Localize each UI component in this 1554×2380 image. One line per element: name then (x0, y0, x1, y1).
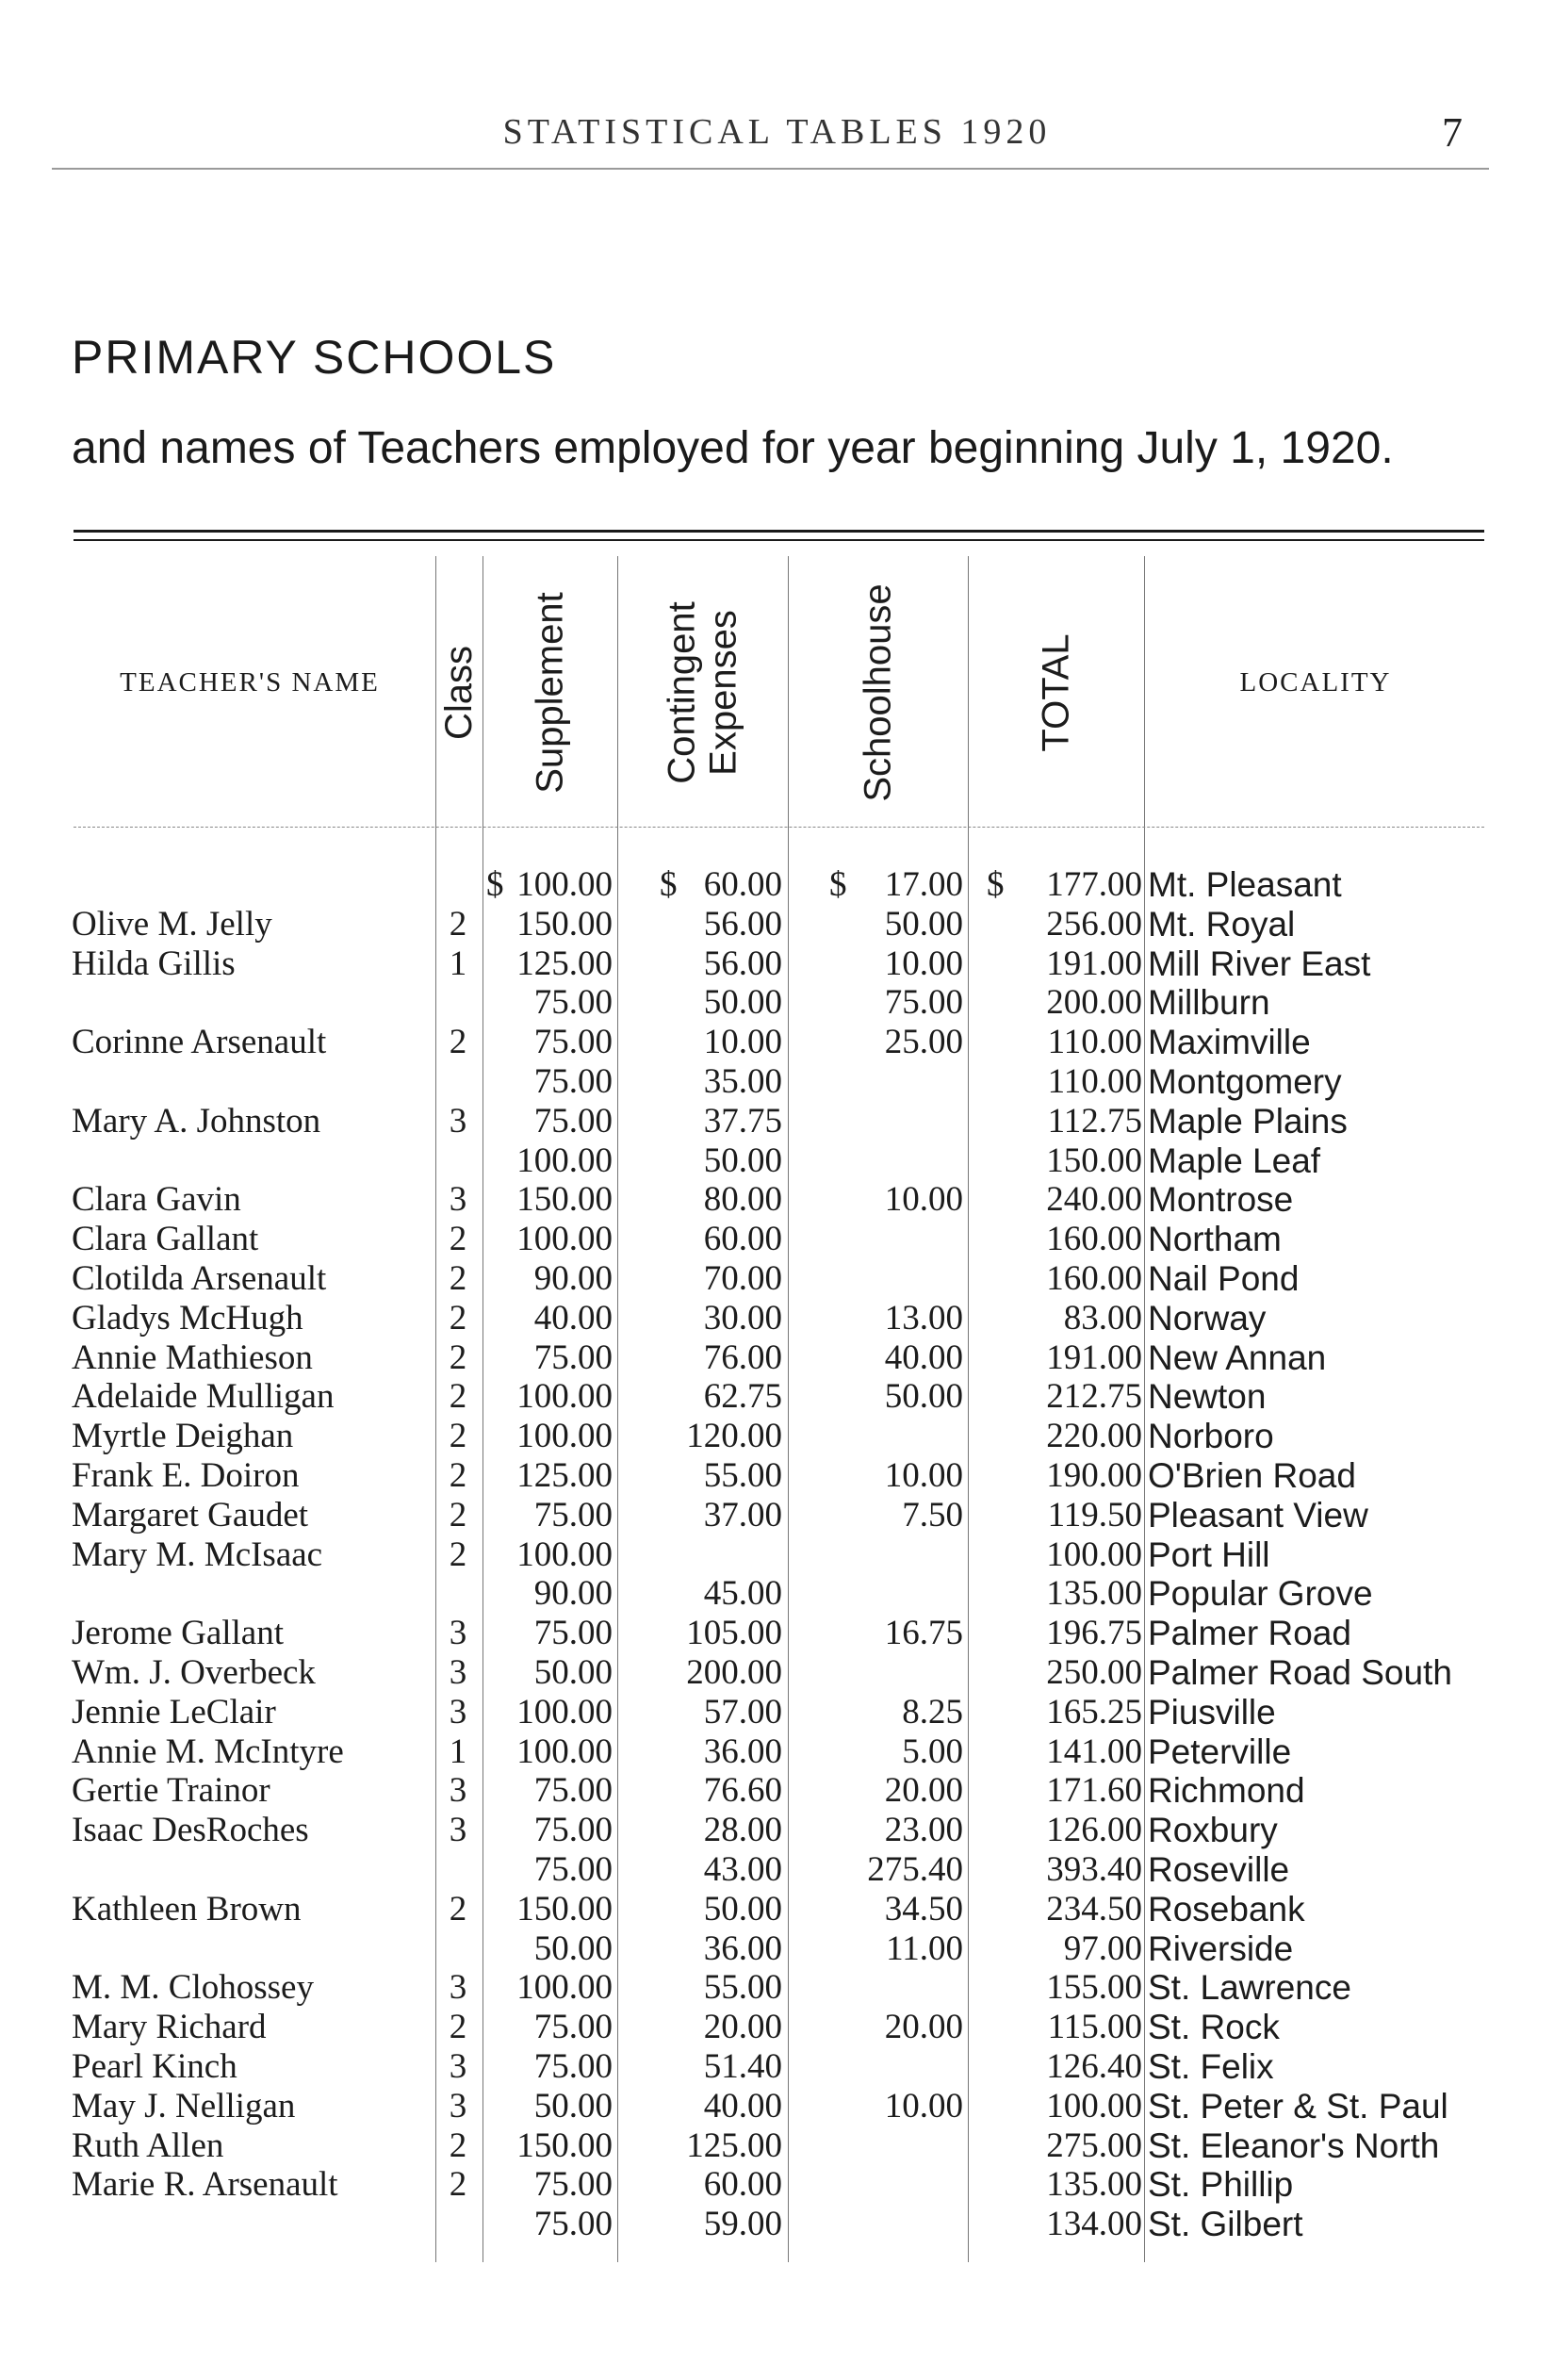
table-row (0, 1102, 1554, 1141)
total-cell: 112.75 (1047, 1101, 1142, 1141)
table-row (0, 983, 1554, 1023)
teacher-name-cell: Hilda Gillis (72, 944, 236, 983)
table-row (0, 2087, 1554, 2126)
supplement-cell: 40.00 (533, 1298, 613, 1338)
teacher-name-cell: Frank E. Doiron (72, 1455, 300, 1495)
teacher-name-cell: Myrtle Deighan (72, 1417, 294, 1456)
supplement-cell: 50.00 (533, 1652, 613, 1692)
contingent-cell: 62.75 (703, 1377, 782, 1417)
total-cell: 191.00 (1046, 1338, 1142, 1377)
schoolhouse-cell: 10.00 (884, 2086, 963, 2126)
contingent-cell: 30.00 (703, 1298, 782, 1338)
contingent-cell: 60.00 (703, 865, 782, 904)
teacher-name-cell: Jerome Gallant (72, 1614, 284, 1653)
locality-cell: Mt. Pleasant (1148, 865, 1342, 904)
supplement-cell: 75.00 (533, 1338, 613, 1377)
supplement-cell: 150.00 (516, 1180, 613, 1220)
locality-cell: Millburn (1148, 983, 1270, 1023)
supplement-cell: 90.00 (533, 1258, 613, 1298)
header-rule (52, 168, 1489, 170)
class-cell: 2 (449, 1023, 467, 1062)
supplement-cell: 75.00 (533, 1614, 613, 1653)
class-cell: 3 (449, 1652, 467, 1692)
contingent-cell: 125.00 (686, 2126, 782, 2165)
class-cell: 2 (449, 1889, 467, 1929)
locality-cell: St. Phillip (1148, 2165, 1294, 2205)
supplement-cell: 100.00 (516, 865, 613, 904)
currency-symbol-total: $ (987, 865, 1005, 904)
contingent-cell: 45.00 (703, 1574, 782, 1614)
column-header-contingent-label (662, 601, 744, 783)
contingent-cell: 20.00 (703, 2008, 782, 2047)
locality-cell: Richmond (1148, 1771, 1305, 1811)
schoolhouse-cell: 5.00 (902, 1732, 963, 1771)
total-cell: 141.00 (1046, 1732, 1142, 1771)
contingent-cell: 43.00 (703, 1849, 782, 1889)
class-cell: 3 (449, 1614, 467, 1653)
total-cell: 393.40 (1046, 1849, 1142, 1889)
contingent-cell: 60.00 (703, 1220, 782, 1259)
contingent-cell: 37.75 (703, 1101, 782, 1141)
teacher-name-cell: May J. Nelligan (72, 2086, 296, 2126)
supplement-cell: 125.00 (516, 944, 613, 983)
table-row (0, 2165, 1554, 2205)
locality-cell: Norway (1148, 1298, 1267, 1338)
total-cell: 160.00 (1046, 1220, 1142, 1259)
supplement-cell: 75.00 (533, 1849, 613, 1889)
total-cell: 135.00 (1046, 1574, 1142, 1614)
class-cell: 2 (449, 1377, 467, 1417)
contingent-cell: 56.00 (703, 944, 782, 983)
section-subtitle: and names of Teachers employed for year beginning July 1, 1920. (72, 423, 1394, 473)
class-cell: 3 (449, 2046, 467, 2086)
total-cell: 171.60 (1046, 1771, 1142, 1811)
total-cell: 190.00 (1046, 1455, 1142, 1495)
class-cell: 2 (449, 1338, 467, 1377)
page-number: 7 (1442, 109, 1463, 156)
teacher-name-cell: Jennie LeClair (72, 1692, 276, 1732)
teacher-name-cell: Isaac DesRoches (72, 1811, 309, 1850)
total-cell: 100.00 (1046, 1535, 1142, 1574)
total-cell: 126.40 (1046, 2046, 1142, 2086)
teacher-name-cell: Corinne Arsenault (72, 1023, 327, 1062)
schoolhouse-cell: 275.40 (867, 1849, 963, 1889)
contingent-cell: 59.00 (703, 2205, 782, 2244)
supplement-cell: 125.00 (516, 1455, 613, 1495)
teacher-name-cell: Gladys McHugh (72, 1298, 303, 1338)
schoolhouse-cell: 17.00 (884, 865, 963, 904)
supplement-cell: 75.00 (533, 1495, 613, 1535)
class-cell: 2 (449, 2165, 467, 2205)
class-cell: 3 (449, 1771, 467, 1811)
locality-cell: St. Peter & St. Paul (1148, 2086, 1448, 2126)
table-row (0, 1653, 1554, 1693)
contingent-cell: 35.00 (703, 1061, 782, 1101)
locality-cell: Peterville (1148, 1732, 1292, 1771)
column-header-supplement (483, 566, 617, 820)
total-cell: 234.50 (1046, 1889, 1142, 1929)
schoolhouse-cell: 10.00 (884, 1180, 963, 1220)
schoolhouse-cell: 50.00 (884, 1377, 963, 1417)
locality-cell: Northam (1148, 1220, 1282, 1259)
teacher-name-cell: Olive M. Jelly (72, 904, 272, 944)
total-cell: 83.00 (1063, 1298, 1142, 1338)
contingent-cell: 76.00 (703, 1338, 782, 1377)
class-cell: 2 (449, 1495, 467, 1535)
table-row (0, 1929, 1554, 1969)
table-row (0, 1456, 1554, 1496)
supplement-cell: 50.00 (533, 1929, 613, 1968)
class-cell: 3 (449, 1811, 467, 1850)
teacher-name-cell: M. M. Clohossey (72, 1968, 314, 2008)
total-cell: 115.00 (1047, 2008, 1142, 2047)
table-row (0, 1338, 1554, 1378)
supplement-cell: 150.00 (516, 1889, 613, 1929)
total-cell: 240.00 (1046, 1180, 1142, 1220)
contingent-cell: 76.60 (703, 1771, 782, 1811)
table-row (0, 1062, 1554, 1102)
schoolhouse-cell: 20.00 (884, 2008, 963, 2047)
table-row (0, 2126, 1554, 2166)
teacher-name-cell: Margaret Gaudet (72, 1495, 309, 1535)
schoolhouse-cell: 23.00 (884, 1811, 963, 1850)
column-header-class (435, 566, 483, 820)
teacher-name-cell: Mary M. McIsaac (72, 1535, 323, 1574)
column-header-contingent-line2: Expenses (702, 610, 744, 776)
total-cell: 126.00 (1046, 1811, 1142, 1850)
supplement-cell: 75.00 (533, 1811, 613, 1850)
schoolhouse-cell: 11.00 (886, 1929, 963, 1968)
locality-cell: O'Brien Road (1148, 1455, 1356, 1495)
supplement-cell: 100.00 (516, 1732, 613, 1771)
teacher-name-cell: Kathleen Brown (72, 1889, 302, 1929)
class-cell: 3 (449, 1101, 467, 1141)
teacher-name-cell: Clotilda Arsenault (72, 1258, 327, 1298)
locality-cell: Port Hill (1148, 1535, 1270, 1574)
running-head: STATISTICAL TABLES 1920 (502, 112, 1052, 152)
table-row (0, 944, 1554, 984)
teacher-name-cell: Marie R. Arsenault (72, 2165, 338, 2205)
section-title: PRIMARY SCHOOLS (72, 331, 557, 384)
total-cell: 275.00 (1046, 2126, 1142, 2165)
class-cell: 1 (449, 944, 467, 983)
total-cell: 110.00 (1047, 1023, 1142, 1062)
header-bottom-rule (74, 827, 1484, 828)
class-cell: 3 (449, 1968, 467, 2008)
locality-cell: Nail Pond (1148, 1258, 1300, 1298)
teacher-name-cell: Mary Richard (72, 2008, 267, 2047)
supplement-cell: 75.00 (533, 2205, 613, 2244)
contingent-cell: 36.00 (703, 1929, 782, 1968)
supplement-cell: 75.00 (533, 1023, 613, 1062)
supplement-cell: 50.00 (533, 2086, 613, 2126)
locality-cell: St. Gilbert (1148, 2205, 1303, 2244)
total-cell: 150.00 (1046, 1141, 1142, 1180)
supplement-cell: 100.00 (516, 1141, 613, 1180)
locality-cell: St. Rock (1148, 2008, 1280, 2047)
column-header-total-label: TOTAL (1035, 633, 1077, 752)
contingent-cell: 55.00 (703, 1968, 782, 2008)
total-cell: 212.75 (1046, 1377, 1142, 1417)
contingent-cell: 50.00 (703, 1889, 782, 1929)
table-top-rule-thin (74, 539, 1484, 541)
column-header-contingent-line1: Contingent (661, 601, 703, 784)
supplement-cell: 75.00 (533, 1101, 613, 1141)
schoolhouse-cell: 7.50 (902, 1495, 963, 1535)
table-row (0, 1180, 1554, 1220)
locality-cell: Mill River East (1148, 944, 1371, 983)
locality-cell: Maximville (1148, 1023, 1311, 1062)
supplement-cell: 75.00 (533, 1771, 613, 1811)
class-cell: 2 (449, 1455, 467, 1495)
contingent-cell: 56.00 (703, 904, 782, 944)
teacher-name-cell: Clara Gavin (72, 1180, 241, 1220)
schoolhouse-cell: 20.00 (884, 1771, 963, 1811)
table-row (0, 1141, 1554, 1181)
total-cell: 220.00 (1046, 1417, 1142, 1456)
contingent-cell: 10.00 (703, 1023, 782, 1062)
total-cell: 196.75 (1046, 1614, 1142, 1653)
currency-symbol-supplement: $ (486, 865, 504, 904)
contingent-cell: 50.00 (703, 983, 782, 1023)
table-row (0, 1811, 1554, 1850)
supplement-cell: 100.00 (516, 1220, 613, 1259)
contingent-cell: 105.00 (686, 1614, 782, 1653)
contingent-cell: 51.40 (703, 2046, 782, 2086)
supplement-cell: 100.00 (516, 1417, 613, 1456)
class-cell: 3 (449, 1180, 467, 1220)
table-row (0, 1417, 1554, 1456)
table-row (0, 865, 1554, 905)
locality-cell: Montgomery (1148, 1061, 1342, 1101)
schoolhouse-cell: 25.00 (884, 1023, 963, 1062)
teacher-name-cell: Wm. J. Overbeck (72, 1652, 316, 1692)
total-cell: 110.00 (1047, 1061, 1142, 1101)
currency-symbol-contingent: $ (660, 865, 678, 904)
table-row (0, 1890, 1554, 1929)
class-cell: 2 (449, 1417, 467, 1456)
column-header-name: TEACHER'S NAME (120, 667, 380, 698)
total-cell: 119.50 (1047, 1495, 1142, 1535)
locality-cell: Pleasant View (1148, 1495, 1368, 1535)
total-cell: 155.00 (1046, 1968, 1142, 2008)
supplement-cell: 75.00 (533, 2165, 613, 2205)
teacher-name-cell: Annie Mathieson (72, 1338, 313, 1377)
schoolhouse-cell: 50.00 (884, 904, 963, 944)
column-header-schoolhouse (788, 566, 968, 820)
table-row (0, 1220, 1554, 1259)
class-cell: 2 (449, 1220, 467, 1259)
class-cell: 1 (449, 1732, 467, 1771)
contingent-cell: 200.00 (686, 1652, 782, 1692)
locality-cell: Roseville (1148, 1849, 1290, 1889)
table-row (0, 1496, 1554, 1535)
contingent-cell: 36.00 (703, 1732, 782, 1771)
table-row (0, 1535, 1554, 1575)
table-row (0, 905, 1554, 944)
schoolhouse-cell: 10.00 (884, 944, 963, 983)
contingent-cell: 50.00 (703, 1141, 782, 1180)
schoolhouse-cell: 75.00 (884, 983, 963, 1023)
class-cell: 2 (449, 1258, 467, 1298)
supplement-cell: 100.00 (516, 1692, 613, 1732)
supplement-cell: 150.00 (516, 904, 613, 944)
table-row (0, 1771, 1554, 1811)
locality-cell: St. Felix (1148, 2046, 1274, 2086)
table-row (0, 1732, 1554, 1772)
teacher-name-cell: Adelaide Mulligan (72, 1377, 335, 1417)
schoolhouse-cell: 16.75 (884, 1614, 963, 1653)
contingent-cell: 60.00 (703, 2165, 782, 2205)
locality-cell: Piusville (1148, 1692, 1276, 1732)
table-row (0, 2047, 1554, 2087)
contingent-cell: 70.00 (703, 1258, 782, 1298)
total-cell: 250.00 (1046, 1652, 1142, 1692)
locality-cell: St. Lawrence (1148, 1968, 1351, 2008)
table-row (0, 1693, 1554, 1732)
locality-cell: Popular Grove (1148, 1574, 1373, 1614)
contingent-cell: 55.00 (703, 1455, 782, 1495)
locality-cell: Montrose (1148, 1180, 1294, 1220)
table-row (0, 1023, 1554, 1062)
table-row (0, 1850, 1554, 1890)
supplement-cell: 150.00 (516, 2126, 613, 2165)
total-cell: 97.00 (1063, 1929, 1142, 1968)
supplement-cell: 100.00 (516, 1377, 613, 1417)
table-body (0, 865, 1554, 2244)
class-cell: 2 (449, 2126, 467, 2165)
locality-cell: Newton (1148, 1377, 1267, 1417)
table-row (0, 1377, 1554, 1417)
total-cell: 200.00 (1046, 983, 1142, 1023)
table-top-rule (74, 530, 1484, 533)
class-cell: 2 (449, 1535, 467, 1574)
total-cell: 191.00 (1046, 944, 1142, 983)
total-cell: 160.00 (1046, 1258, 1142, 1298)
locality-cell: Maple Plains (1148, 1101, 1348, 1141)
total-cell: 177.00 (1046, 865, 1142, 904)
locality-cell: Rosebank (1148, 1889, 1305, 1929)
supplement-cell: 75.00 (533, 1061, 613, 1101)
table-row (0, 2205, 1554, 2244)
class-cell: 3 (449, 2086, 467, 2126)
table-row (0, 1968, 1554, 2008)
supplement-cell: 75.00 (533, 2008, 613, 2047)
schoolhouse-cell: 13.00 (884, 1298, 963, 1338)
supplement-cell: 100.00 (516, 1535, 613, 1574)
column-header-supplement-label: Supplement (529, 592, 571, 794)
locality-cell: St. Eleanor's North (1148, 2126, 1440, 2165)
schoolhouse-cell: 8.25 (902, 1692, 963, 1732)
contingent-cell: 28.00 (703, 1811, 782, 1850)
supplement-cell: 75.00 (533, 2046, 613, 2086)
table-row (0, 1259, 1554, 1299)
locality-cell: Roxbury (1148, 1811, 1278, 1850)
contingent-cell: 40.00 (703, 2086, 782, 2126)
schoolhouse-cell: 10.00 (884, 1455, 963, 1495)
table-row (0, 1299, 1554, 1338)
locality-cell: New Annan (1148, 1338, 1327, 1377)
class-cell: 2 (449, 904, 467, 944)
total-cell: 100.00 (1046, 2086, 1142, 2126)
schoolhouse-cell: 34.50 (884, 1889, 963, 1929)
contingent-cell: 57.00 (703, 1692, 782, 1732)
teacher-name-cell: Ruth Allen (72, 2126, 224, 2165)
teacher-name-cell: Annie M. McIntyre (72, 1732, 344, 1771)
teacher-name-cell: Clara Gallant (72, 1220, 259, 1259)
schoolhouse-cell: 40.00 (884, 1338, 963, 1377)
column-header-class-label: Class (438, 645, 480, 741)
class-cell: 3 (449, 1692, 467, 1732)
contingent-cell: 37.00 (703, 1495, 782, 1535)
teacher-name-cell: Pearl Kinch (72, 2046, 237, 2086)
locality-cell: Palmer Road (1148, 1614, 1351, 1653)
locality-cell: Mt. Royal (1148, 904, 1296, 944)
table-row (0, 1614, 1554, 1653)
locality-cell: Norboro (1148, 1417, 1274, 1456)
locality-cell: Palmer Road South (1148, 1652, 1452, 1692)
column-header-schoolhouse-label: Schoolhouse (857, 583, 899, 802)
column-header-locality: LOCALITY (1239, 667, 1392, 698)
total-cell: 135.00 (1046, 2165, 1142, 2205)
table-row (0, 2008, 1554, 2047)
contingent-cell: 120.00 (686, 1417, 782, 1456)
contingent-cell: 80.00 (703, 1180, 782, 1220)
column-header-contingent (617, 566, 788, 820)
locality-cell: Maple Leaf (1148, 1141, 1321, 1180)
teacher-name-cell: Gertie Trainor (72, 1771, 270, 1811)
teacher-name-cell: Mary A. Johnston (72, 1101, 321, 1141)
column-header-total (968, 566, 1144, 820)
table-row (0, 1574, 1554, 1614)
locality-cell: Riverside (1148, 1929, 1294, 1968)
total-cell: 134.00 (1046, 2205, 1142, 2244)
supplement-cell: 100.00 (516, 1968, 613, 2008)
currency-symbol-schoolhouse: $ (829, 865, 847, 904)
total-cell: 256.00 (1046, 904, 1142, 944)
supplement-cell: 90.00 (533, 1574, 613, 1614)
class-cell: 2 (449, 2008, 467, 2047)
class-cell: 2 (449, 1298, 467, 1338)
total-cell: 165.25 (1046, 1692, 1142, 1732)
supplement-cell: 75.00 (533, 983, 613, 1023)
